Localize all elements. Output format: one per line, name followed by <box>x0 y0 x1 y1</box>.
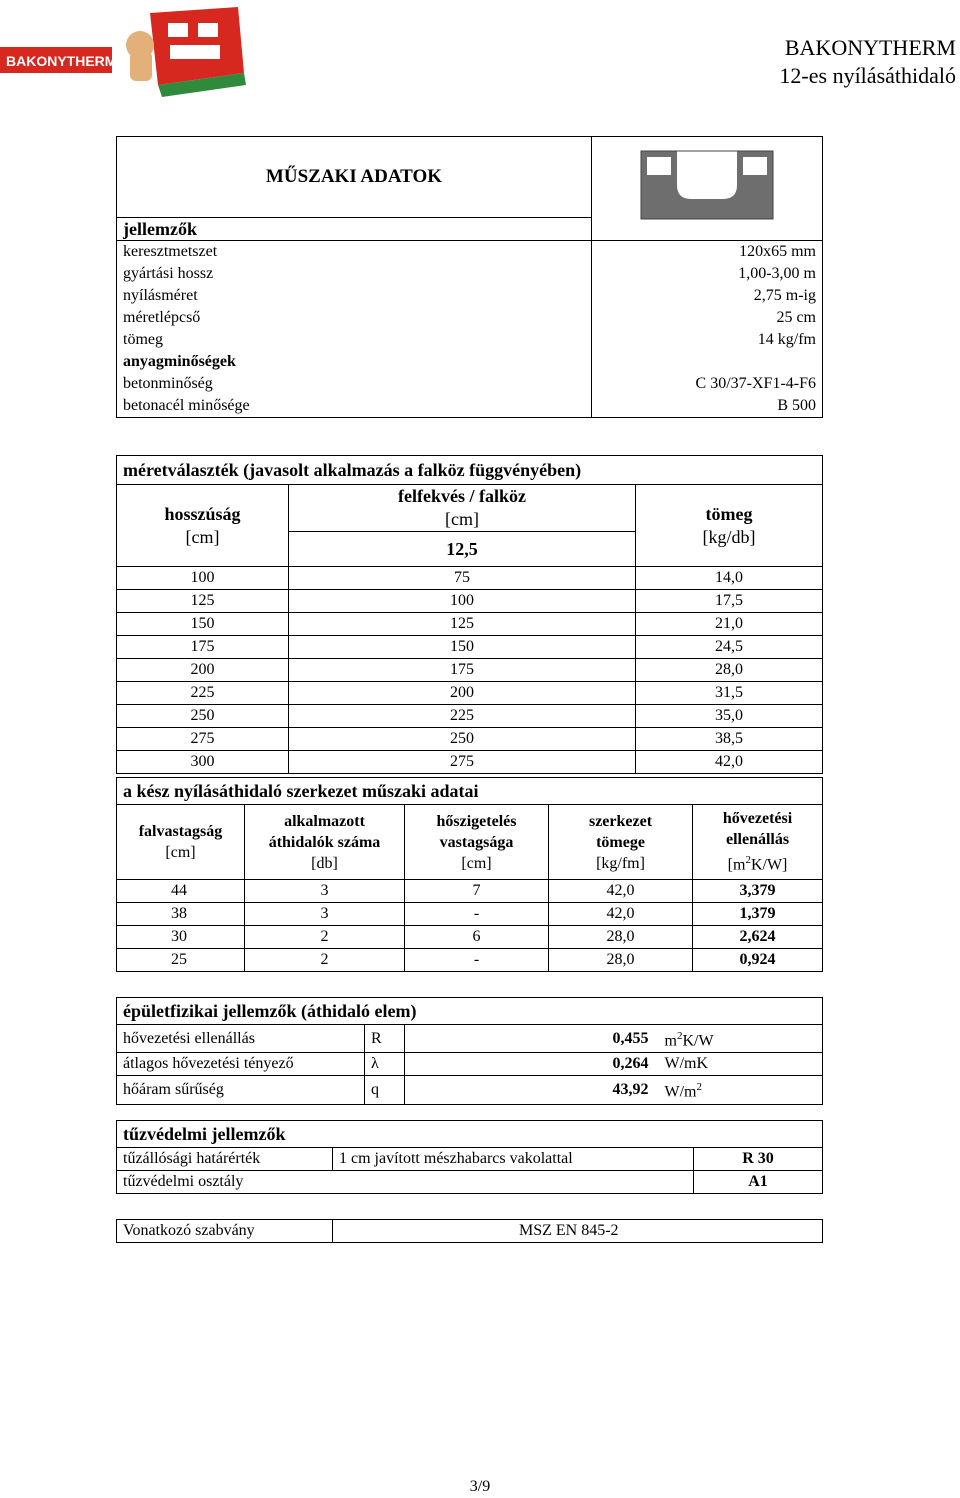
wall-thickness-header: falvastagság [cm] <box>117 805 245 880</box>
page-number: 3/9 <box>469 1478 491 1495</box>
mass-header: szerkezet tömege [kg/fm] <box>549 805 693 880</box>
building-physics-heading: épületfizikai jellemzők (áthidaló elem) <box>117 998 823 1025</box>
table-row: 25 2 - 28,0 0,924 <box>117 949 823 972</box>
lintel-cross-section-image <box>592 137 823 241</box>
row-value: 2,75 m-ig <box>592 285 823 307</box>
row-value: 25 cm <box>592 307 823 329</box>
row-label: keresztmetszet <box>117 241 592 264</box>
table-row: 225 200 31,5 <box>117 682 823 705</box>
table-row: 250 225 35,0 <box>117 705 823 728</box>
technical-data-heading: MŰSZAKI ADATOK <box>117 137 592 218</box>
header-brand: BAKONYTHERM <box>784 35 956 60</box>
cross-section-icon <box>637 145 777 225</box>
weight-header: tömeg [kg/db] <box>636 485 823 567</box>
structure-data-table <box>116 777 823 972</box>
row-label: nyílásméret <box>117 285 592 307</box>
row-label: gyártási hossz <box>117 263 592 285</box>
row-label: tömeg <box>117 329 592 351</box>
unit-cell: $m^2K/W$ <box>655 1025 823 1053</box>
row-value: C 30/37-XF1-4-F6 <box>592 373 823 395</box>
row-value: 14 kg/fm <box>592 329 823 351</box>
row-value: 120x65 mm <box>592 241 823 264</box>
lintel-count-header: alkalmazott áthidalók száma [db] <box>245 805 405 880</box>
table-row: hővezetési ellenállás R 0,455 $m^2K/W$ <box>117 1025 823 1053</box>
bakonytherm-logo <box>0 5 250 100</box>
table-row: 100 75 14,0 <box>117 567 823 590</box>
length-header: hosszúság [cm] <box>117 485 289 567</box>
table-row: 300 275 42,0 <box>117 751 823 774</box>
table-row: 200 175 28,0 <box>117 659 823 682</box>
unit-cell: $W/m^2$ <box>655 1076 823 1104</box>
materials-heading: anyagminőségek <box>117 351 592 373</box>
row-value: B 500 <box>592 395 823 418</box>
table-row: 44 3 7 42,0 3,379 <box>117 880 823 903</box>
fire-protection-heading: tűzvédelmi jellemzők <box>117 1121 823 1148</box>
row-label: méretlépcső <box>117 307 592 329</box>
insulation-header: hőszigetelés vastagsága [cm] <box>405 805 549 880</box>
row-label: betonminőség <box>117 373 592 395</box>
size-range-table <box>116 455 823 774</box>
table-row: átlagos hővezetési tényező λ 0,264 W/mK <box>117 1053 823 1076</box>
table-row: 30 2 6 28,0 2,624 <box>117 926 823 949</box>
technical-data-table <box>116 136 823 418</box>
fire-protection-table <box>116 1120 823 1194</box>
table-row: 275 250 38,5 <box>117 728 823 751</box>
table-row: 175 150 24,5 <box>117 636 823 659</box>
table-row: tűzvédelmi osztály A1 <box>117 1171 823 1194</box>
table-row: 125 100 17,5 <box>117 590 823 613</box>
table-row: 150 125 21,0 <box>117 613 823 636</box>
structure-heading: a kész nyílásáthidaló szerkezet műszaki adatai <box>117 778 823 805</box>
bearing-header: felfekvés / falköz [cm] <box>289 485 636 532</box>
table-row: tűzállósági határérték 1 cm javított mészhabarcs vakolattal R 30 <box>117 1148 823 1171</box>
bearing-subheader: 12,5 <box>289 532 636 567</box>
header-product: 12-es nyílásáthidaló <box>779 63 956 88</box>
building-physics-table <box>116 997 823 1105</box>
resistance-header: hővezetési ellenállás $[m^2K/W]$ <box>693 805 823 880</box>
header-title <box>779 34 956 90</box>
logo-text: BAKONYTHERM <box>6 53 117 69</box>
standard-table <box>116 1219 823 1243</box>
standard-label: Vonatkozó szabvány <box>117 1220 333 1243</box>
standard-value: MSZ EN 845-2 <box>333 1220 823 1243</box>
row-label: betonacél minősége <box>117 395 592 418</box>
characteristics-heading: jellemzők <box>117 218 592 241</box>
table-row: 38 3 - 42,0 1,379 <box>117 903 823 926</box>
table-row: hőáram sűrűség q 43,92 $W/m^2$ <box>117 1076 823 1104</box>
row-value: 1,00-3,00 m <box>592 263 823 285</box>
size-range-heading: méretválaszték (javasolt alkalmazás a falköz függvényében) <box>117 456 823 485</box>
